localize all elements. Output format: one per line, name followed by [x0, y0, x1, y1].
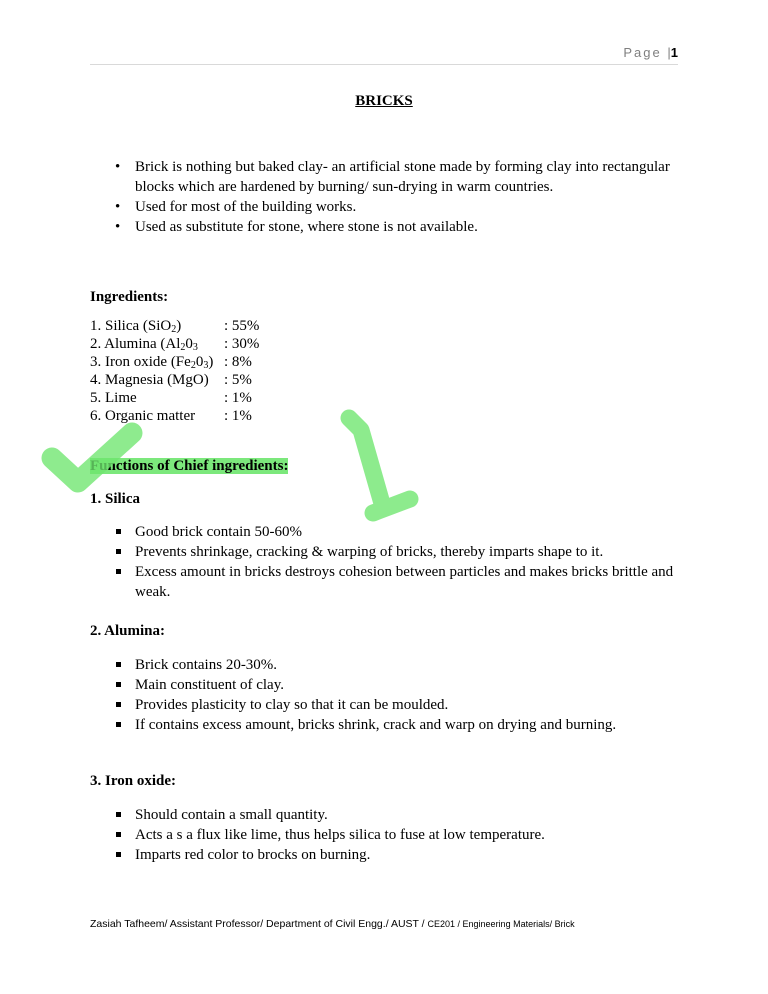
page-separator: | — [667, 45, 671, 60]
intro-bullet: • Used as substitute for stone, where stone is not available. — [115, 217, 690, 237]
page-number: 1 — [670, 45, 678, 60]
list-item: If contains excess amount, bricks shrink, crack and warp on drying and burning. — [115, 715, 690, 735]
checkmark-annotation — [52, 433, 132, 482]
ingredient-name: 5. Lime — [90, 390, 137, 406]
intro-bullet: • Used for most of the building works. — [115, 197, 690, 217]
section-heading-alumina: 2. Alumina: — [90, 623, 166, 639]
ingredient-percent: : 1% — [224, 408, 252, 424]
ingredient-name: 6. Organic matter — [90, 408, 196, 424]
section-heading-silica: 1. Silica — [90, 491, 141, 507]
ingredient-percent: : 55% — [224, 318, 260, 334]
footer-author: Zasiah Tafheem/ Assistant Professor/ Department of Civil Engg./ AUST / — [90, 918, 428, 930]
ingredient-name: 4. Magnesia (MgO) — [90, 372, 209, 388]
ingredient-name: 1. Silica (SiO$_2$) — [90, 318, 182, 335]
list-item: Brick contains 20-30%. — [115, 655, 690, 675]
number-one-annotation — [349, 418, 383, 507]
page-title: BRICKS — [355, 93, 413, 109]
list-item: Main constituent of clay. — [115, 675, 690, 695]
ingredient-name: 2. Alumina ($Al_20_3$ — [90, 336, 198, 353]
ingredient-name: 3. Iron oxide $(Fe_20_3)$ — [90, 354, 214, 371]
list-item: Acts a s a flux like lime, thus helps silica to fuse at low temperature. — [115, 825, 690, 845]
intro-bullet: • Brick is nothing but baked clay- an artificial stone made by forming clay into rectangular blocks which are hardened by burning/ sun-drying in warm countries. — [115, 157, 690, 197]
section-heading-iron-oxide: 3. Iron oxide: — [90, 773, 176, 789]
list-item: Good brick contain 50-60% — [115, 522, 690, 542]
ingredient-percent: : 1% — [224, 390, 252, 406]
list-item: Excess amount in bricks destroys cohesion between particles and makes bricks brittle and weak. — [115, 562, 690, 602]
list-item: Prevents shrinkage, cracking & warping of bricks, thereby imparts shape to it. — [115, 542, 690, 562]
ingredient-percent: : 8% — [224, 354, 252, 370]
list-item: Should contain a small quantity. — [115, 805, 690, 825]
page-label: Page — [623, 45, 662, 60]
list-item: Provides plasticity to clay so that it can be moulded. — [115, 695, 690, 715]
ingredient-percent: : 5% — [224, 372, 252, 388]
functions-heading-text: Functions of Chief ingredients: — [90, 458, 289, 474]
footer-course: CE201 / Engineering Materials/ Brick — [427, 919, 575, 929]
list-item: Imparts red color to brocks on burning. — [115, 845, 690, 865]
ingredient-percent: : 30% — [224, 336, 260, 352]
ingredients-heading: Ingredients: — [90, 289, 169, 305]
